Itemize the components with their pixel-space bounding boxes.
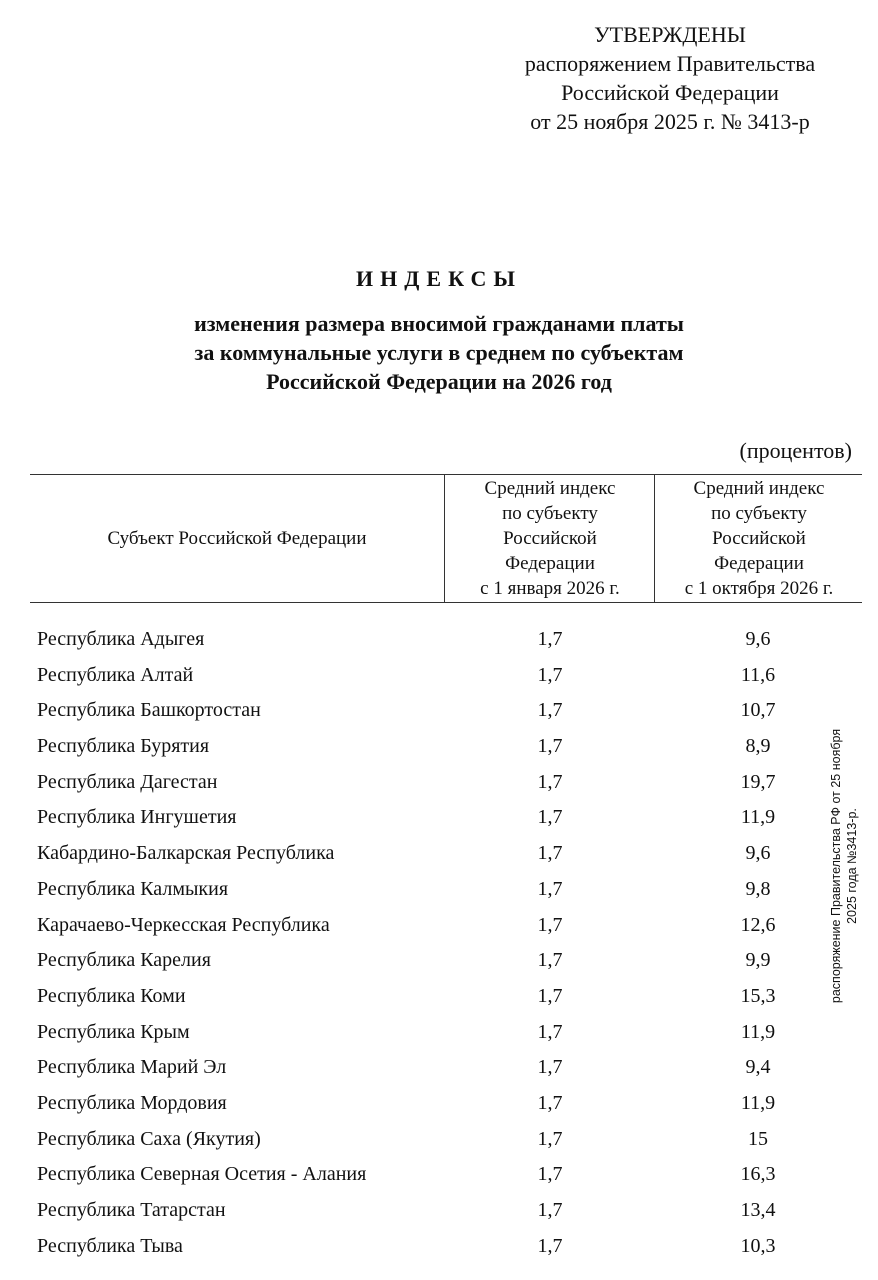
region-name: Республика Дагестан: [37, 770, 218, 793]
region-name: Республика Карелия: [37, 949, 211, 972]
region-name: Республика Адыгея: [37, 628, 205, 650]
header-line: Субъект Российской Федерации: [107, 528, 367, 549]
index-january: 1,7: [537, 1199, 563, 1221]
index-october: 9,4: [745, 1056, 771, 1079]
index-january: 1,7: [537, 984, 563, 1007]
index-january: 1,7: [537, 842, 563, 865]
approval-line: от 25 ноября 2025 г. № 3413-р: [530, 109, 810, 134]
region-name: Республика Мордовия: [37, 1091, 227, 1114]
table-row: [0, 908, 878, 944]
table-row: [0, 1122, 878, 1158]
index-october: 11,9: [740, 806, 776, 829]
index-january: 1,7: [537, 913, 563, 936]
region-name: Карачаево-Черкесская Республика: [37, 913, 330, 936]
index-october: 11,6: [740, 663, 776, 686]
index-october: 11,9: [740, 1020, 776, 1043]
index-october: 9,9: [745, 949, 771, 972]
subtitle-line: Российской Федерации на 2026 год: [266, 369, 612, 394]
region-name: Республика Крым: [37, 1020, 190, 1043]
index-january: 1,7: [537, 806, 563, 829]
region-name: Республика Марий Эл: [37, 1056, 227, 1079]
table-row: [0, 800, 878, 836]
approval-line: распоряжением Правительства: [524, 51, 816, 76]
index-january: 1,7: [537, 1234, 563, 1257]
region-name: Республика Саха (Якутия): [37, 1127, 261, 1150]
index-october: 13,4: [740, 1199, 776, 1221]
index-january: 1,7: [537, 1127, 563, 1150]
table-row: [0, 872, 878, 908]
header-line: с 1 января 2026 г.: [480, 578, 620, 599]
table-row: [0, 622, 878, 658]
table-row: [0, 693, 878, 729]
header-line: Федерации: [714, 553, 804, 574]
header-line: по субъекту: [502, 503, 598, 524]
approval-line: Российской Федерации: [561, 80, 779, 105]
approval-block: [480, 20, 860, 136]
table-row: [0, 1229, 878, 1265]
table-row: [0, 979, 878, 1015]
region-name: Республика Тыва: [37, 1234, 183, 1257]
index-january: 1,7: [537, 1163, 563, 1186]
approval-line: УТВЕРЖДЕНЫ: [594, 22, 746, 47]
region-name: Республика Ингушетия: [37, 806, 237, 829]
table-row: [0, 1193, 878, 1229]
subtitle-line: за коммунальные услуги в среднем по субъектам: [194, 340, 684, 365]
region-name: Республика Коми: [37, 984, 186, 1007]
header-subject: [30, 475, 444, 602]
index-october: 15: [748, 1127, 768, 1150]
header-index-january: [444, 475, 655, 602]
table-row: [0, 1015, 878, 1051]
region-name: Кабардино-Балкарская Республика: [37, 842, 335, 865]
side-note-line: распоряжение Правительства РФ от 25 ноября: [829, 728, 843, 1004]
index-january: 1,7: [537, 770, 563, 793]
index-october: 15,3: [740, 984, 776, 1007]
index-january: 1,7: [537, 949, 563, 972]
table-row: [0, 836, 878, 872]
header-index-october: [654, 475, 863, 602]
index-january: 1,7: [537, 663, 563, 686]
header-line: Средний индекс: [693, 478, 825, 499]
side-note-line: 2025 года №3413-р.: [845, 808, 859, 924]
index-october: 9,6: [745, 628, 771, 650]
table-header: [30, 474, 862, 603]
region-name: Республика Алтай: [37, 663, 194, 686]
index-october: 11,9: [740, 1091, 776, 1114]
region-name: Республика Бурятия: [37, 735, 210, 758]
index-october: 12,6: [740, 913, 776, 936]
units-label: (процентов): [739, 438, 852, 463]
region-name: Республика Калмыкия: [37, 877, 229, 900]
index-october: 10,7: [740, 699, 776, 722]
index-january: 1,7: [537, 1056, 563, 1079]
index-january: 1,7: [537, 699, 563, 722]
region-name: Республика Татарстан: [37, 1199, 226, 1221]
index-october: 19,7: [740, 770, 776, 793]
index-october: 16,3: [740, 1163, 776, 1186]
table-row: [0, 658, 878, 694]
index-january: 1,7: [537, 1020, 563, 1043]
table-body: [0, 622, 878, 1264]
table-row: [0, 729, 878, 765]
index-october: 8,9: [745, 735, 771, 758]
index-october: 10,3: [740, 1234, 776, 1257]
index-october: 9,8: [745, 877, 771, 900]
table-row: [0, 1086, 878, 1122]
table-row: [0, 943, 878, 979]
region-name: Республика Башкортостан: [37, 699, 261, 722]
table-row: [0, 1157, 878, 1193]
header-line: Российской: [712, 528, 806, 549]
header-line: Средний индекс: [484, 478, 616, 499]
header-line: с 1 октября 2026 г.: [684, 578, 834, 599]
index-january: 1,7: [537, 628, 563, 650]
region-name: Республика Северная Осетия - Алания: [37, 1163, 367, 1186]
header-line: Федерации: [505, 553, 595, 574]
table-row: [0, 765, 878, 801]
index-october: 9,6: [745, 842, 771, 865]
header-line: Российской: [503, 528, 597, 549]
table-row: [0, 1050, 878, 1086]
index-january: 1,7: [537, 735, 563, 758]
document-title: ИНДЕКСЫ: [356, 266, 522, 291]
subtitle-line: изменения размера вносимой гражданами платы: [194, 311, 684, 336]
header-line: по субъекту: [711, 503, 807, 524]
index-january: 1,7: [537, 877, 563, 900]
document-subtitle: [0, 309, 878, 396]
index-january: 1,7: [537, 1091, 563, 1114]
